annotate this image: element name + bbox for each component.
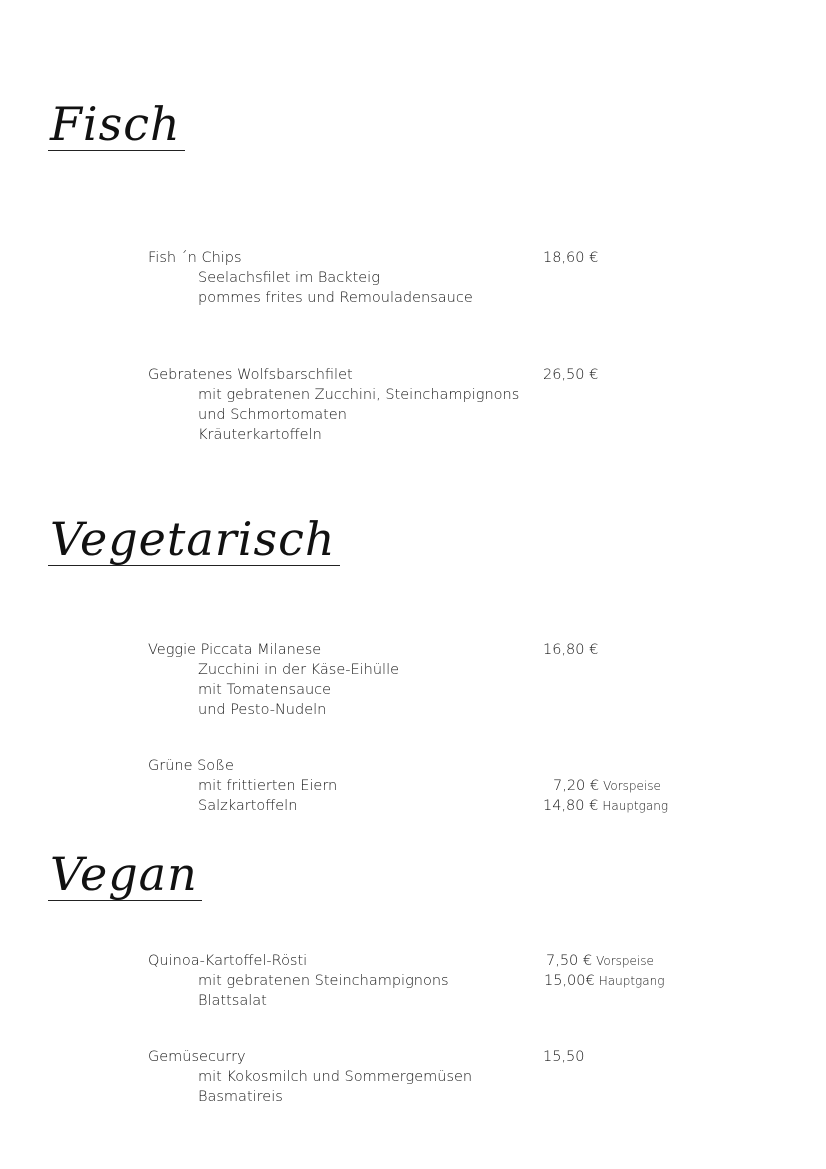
menu-item-quinoa-roesti [148,951,708,1011]
menu-item-gemuesecurry [148,1047,708,1107]
menu-item-veggie-piccata [148,640,708,720]
dish-description: mit Kokosmilch und Sommergemüsen [198,1069,473,1085]
section-heading-vegan: Vegan [48,850,202,901]
price-note: Hauptgang [602,799,669,813]
dish-name-row [148,951,708,971]
dish-description: Zucchini in der Käse-Eihülle [198,662,400,678]
dish-description: mit Tomatensauce [198,682,332,698]
dish-description: mit frittierten Eiern [198,778,338,794]
dish-name: Quinoa-Kartoffel-Rösti [148,953,308,969]
price-note: Hauptgang [598,974,665,988]
dish-description: Basmatireis [198,1089,283,1105]
dish-name-row [148,756,708,776]
price-starter [553,776,661,796]
price-amount: 7,50 € [546,953,593,969]
dish-name-row [148,248,708,268]
dish-description: und Pesto-Nudeln [198,702,327,718]
dish-name-row [148,365,708,385]
dish-price: 26,50 € [543,367,599,383]
dish-description-row [148,796,708,816]
dish-price: 16,80 € [543,642,599,658]
dish-name: Gemüsecurry [148,1049,246,1065]
dish-name-row [148,640,708,660]
dish-description: Kräuterkartoffeln [198,427,322,443]
menu-item-wolfsbarschfilet [148,365,708,445]
price-amount: 15,00€ [544,973,595,989]
price-note: Vorspeise [603,779,661,793]
dish-description: und Schmortomaten [198,407,347,423]
dish-name: Fish ´n Chips [148,250,242,266]
dish-price: 18,60 € [543,250,599,266]
dish-description: pommes frites und Remouladensauce [198,290,473,306]
dish-description: Salzkartoffeln [198,798,298,814]
dish-description: Blattsalat [198,993,267,1009]
dish-description-row [148,776,708,796]
dish-description: mit gebratenen Zucchini, Steinchampignons [198,387,520,403]
price-starter [546,951,654,971]
section-heading-fisch: Fisch [48,100,185,151]
dish-name: Gebratenes Wolfsbarschfilet [148,367,353,383]
price-main [544,971,664,991]
price-note: Vorspeise [596,954,654,968]
dish-name: Veggie Piccata Milanese [148,642,322,658]
dish-description: mit gebratenen Steinchampignons [198,973,449,989]
section-heading-vegetarisch: Vegetarisch [48,515,340,566]
dish-description: Seelachsfilet im Backteig [198,270,380,286]
price-main [543,796,668,816]
price-amount: 7,20 € [553,778,600,794]
dish-description-row [148,971,708,991]
menu-item-gruene-sosse [148,756,708,816]
menu-item-fish-n-chips [148,248,708,308]
dish-name: Grüne Soße [148,758,234,774]
dish-name-row [148,1047,708,1067]
price-amount: 14,80 € [543,798,599,814]
dish-price: 15,50 [543,1049,585,1065]
